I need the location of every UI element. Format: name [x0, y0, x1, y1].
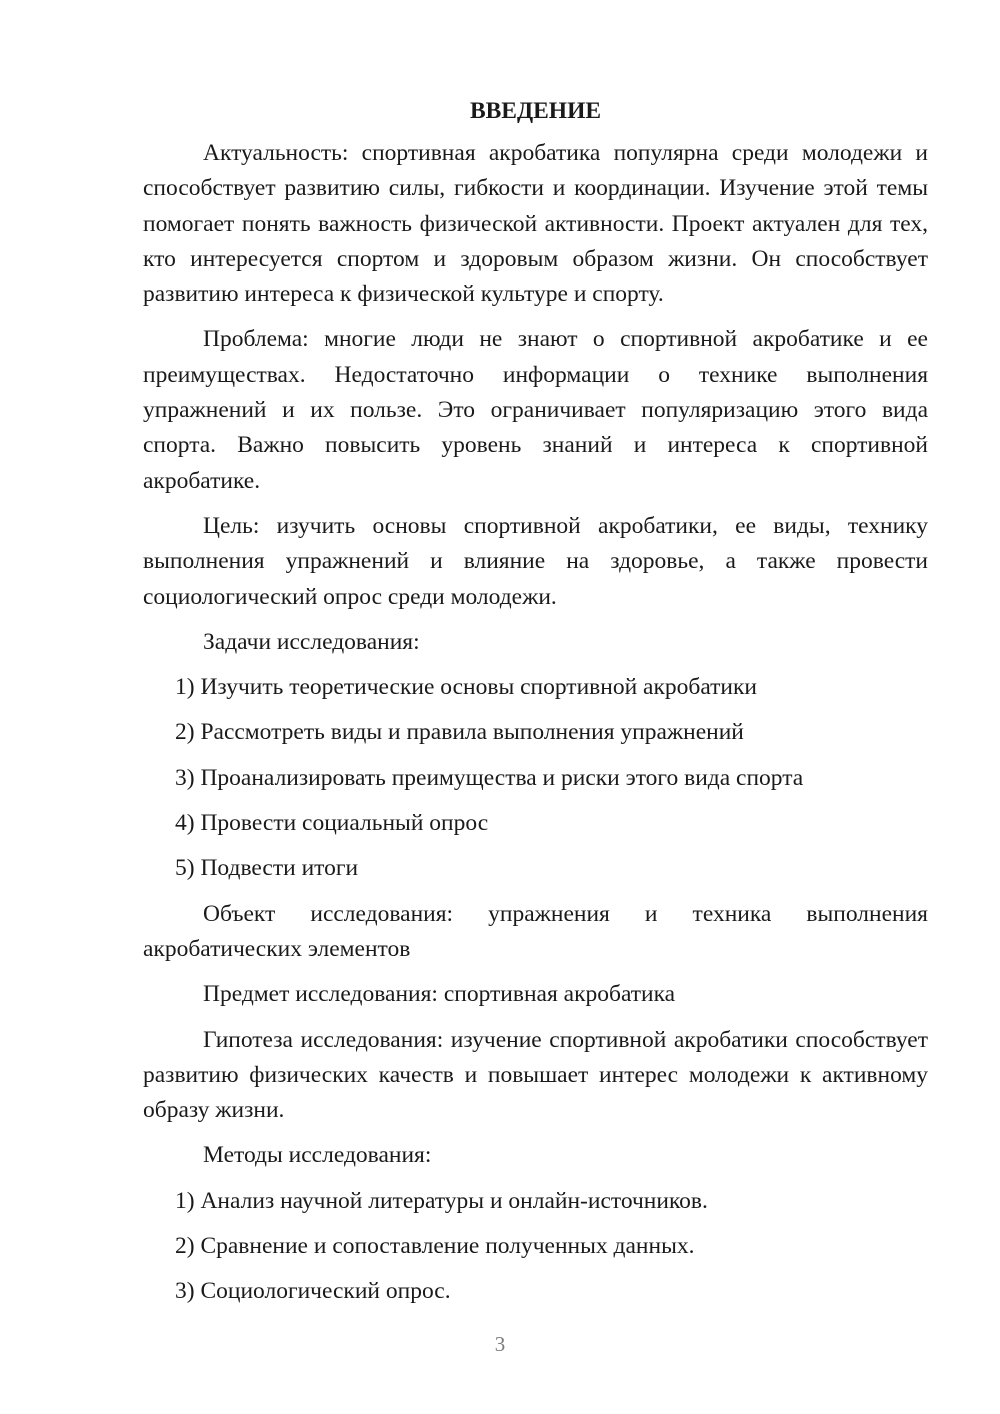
goal-paragraph: Цель: изучить основы спортивной акробатики, ее виды, технику выполнения упражнений и влияние на здоровье, а также провести социологический опрос среди молодежи.: [143, 512, 928, 610]
method-item: 3) Социологический опрос.: [175, 1278, 451, 1305]
page-number: 3: [494, 1332, 506, 1356]
task-item: 4) Провести социальный опрос: [175, 810, 489, 837]
method-item: 2) Сравнение и сопоставление полученных данных.: [175, 1233, 695, 1260]
tasks-heading: Задачи исследования:: [203, 628, 420, 655]
task-item: 2) Рассмотреть виды и правила выполнения упражнений: [175, 719, 744, 746]
problem-paragraph: Проблема: многие люди не знают о спортивной акробатике и ее преимуществах. Недостаточно информации о технике выполнения упражнений и их пользе. Это ограничивает популяризацию этого вида спорта. Важно повысить уровень знаний и интереса к спортивной акробатике.: [143, 326, 928, 494]
section-title: ВВЕДЕНИЕ: [469, 98, 602, 124]
relevance-paragraph: Актуальность: спортивная акробатика популярна среди молодежи и способствует развитию силы, гибкости и координации. Изучение этой темы помогает понять важность физической активности. Проект актуален для тех, кто интересуется спортом и здоровым образом жизни. Он способствует развитию интереса к физической культуре и спорту.: [143, 140, 928, 308]
method-item: 1) Анализ научной литературы и онлайн-источников.: [175, 1187, 708, 1214]
object-paragraph: Объект исследования: упражнения и техника выполнения акробатических элементов: [143, 900, 928, 962]
task-item: 3) Проанализировать преимущества и риски этого вида спорта: [175, 764, 804, 791]
subject-line: Предмет исследования: спортивная акробатика: [203, 981, 676, 1008]
hypothesis-paragraph: Гипотеза исследования: изучение спортивной акробатики способствует развитию физических качеств и повышает интерес молодежи к активному образу жизни.: [143, 1026, 928, 1124]
methods-heading: Методы исследования:: [203, 1142, 432, 1169]
task-item: 5) Подвести итоги: [175, 855, 359, 882]
page-content: [143, 94, 928, 1320]
task-item: 1) Изучить теоретические основы спортивной акробатики: [175, 674, 757, 701]
